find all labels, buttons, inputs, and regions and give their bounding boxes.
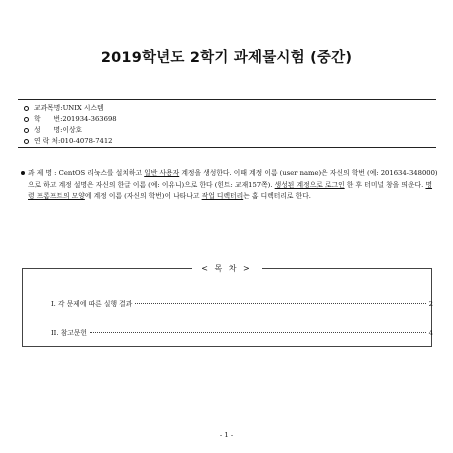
task-text: 과 제 명 : CentOS 리눅스를 설치하고: [28, 169, 145, 177]
info-separator: :: [60, 126, 63, 134]
page-title: 2019학년도 2학기 과제물시험 (중간): [100, 50, 353, 66]
toc-entry-page: 4: [428, 329, 433, 337]
task-text: 계정을 생성한다. 이때 계정 이름 (user name)은 자신의 학번 (예: 201634-348000)으로 하고 계정 설명은 자신의 한글 이름 (예: 이유니)으로 한다 (힌트: 교재157쪽).: [28, 169, 438, 189]
circle-bullet-icon: [24, 128, 29, 133]
info-label: 교과목명: [34, 104, 61, 112]
info-row-name: [24, 126, 82, 134]
task-text: 한 후 터미널 창을 띄운다.: [344, 180, 426, 189]
circle-bullet-icon: [24, 106, 29, 111]
info-value: UNIX 시스템: [62, 104, 104, 112]
student-info-box: [18, 99, 436, 148]
task-text: 는 홈 디렉터리로 한다.: [243, 192, 311, 200]
info-label: 연 락 처: [34, 137, 59, 145]
toc-leader-dots: [90, 332, 426, 333]
task-underlined-text: 작업 디렉터리: [201, 192, 244, 200]
info-separator: :: [60, 115, 63, 123]
task-underlined-text: 일반 사용자: [144, 169, 180, 177]
task-underlined-text: 생성된 계정으로 로그인: [274, 180, 345, 189]
assignment-description: [28, 168, 438, 203]
toc-entry-title: II. 참고문헌: [51, 329, 87, 337]
toc-leader-dots: [135, 303, 425, 304]
info-value: 이상호: [62, 126, 83, 134]
task-text: 에 계정 이름 (자신의 학번)이 나타나고: [84, 192, 202, 200]
toc-entry-title: I. 각 문제에 따른 실행 결과: [51, 300, 133, 308]
info-row-contact: [24, 137, 113, 145]
info-separator: :: [58, 137, 61, 145]
info-separator: :: [60, 104, 63, 112]
toc-entry-results[interactable]: [51, 298, 433, 308]
toc-entry-references[interactable]: [51, 327, 433, 337]
info-row-course: [24, 104, 104, 112]
info-row-student-id: [24, 115, 117, 123]
circle-bullet-icon: [24, 139, 29, 144]
info-value: 201934-363698: [62, 115, 117, 123]
info-value: 010-4078-7412: [60, 137, 113, 145]
toc-entry-page: 2: [428, 300, 433, 308]
task-underlined-text: 명령 프롬프트의 모양: [28, 180, 433, 200]
table-of-contents: [22, 268, 432, 347]
circle-bullet-icon: [24, 117, 29, 122]
toc-heading: < 목 차 >: [201, 264, 252, 273]
info-label: 성 명: [34, 126, 61, 134]
page-number: - 1 -: [219, 431, 234, 439]
bullet-dot-icon: [21, 171, 25, 175]
info-label: 학 번: [34, 115, 61, 123]
